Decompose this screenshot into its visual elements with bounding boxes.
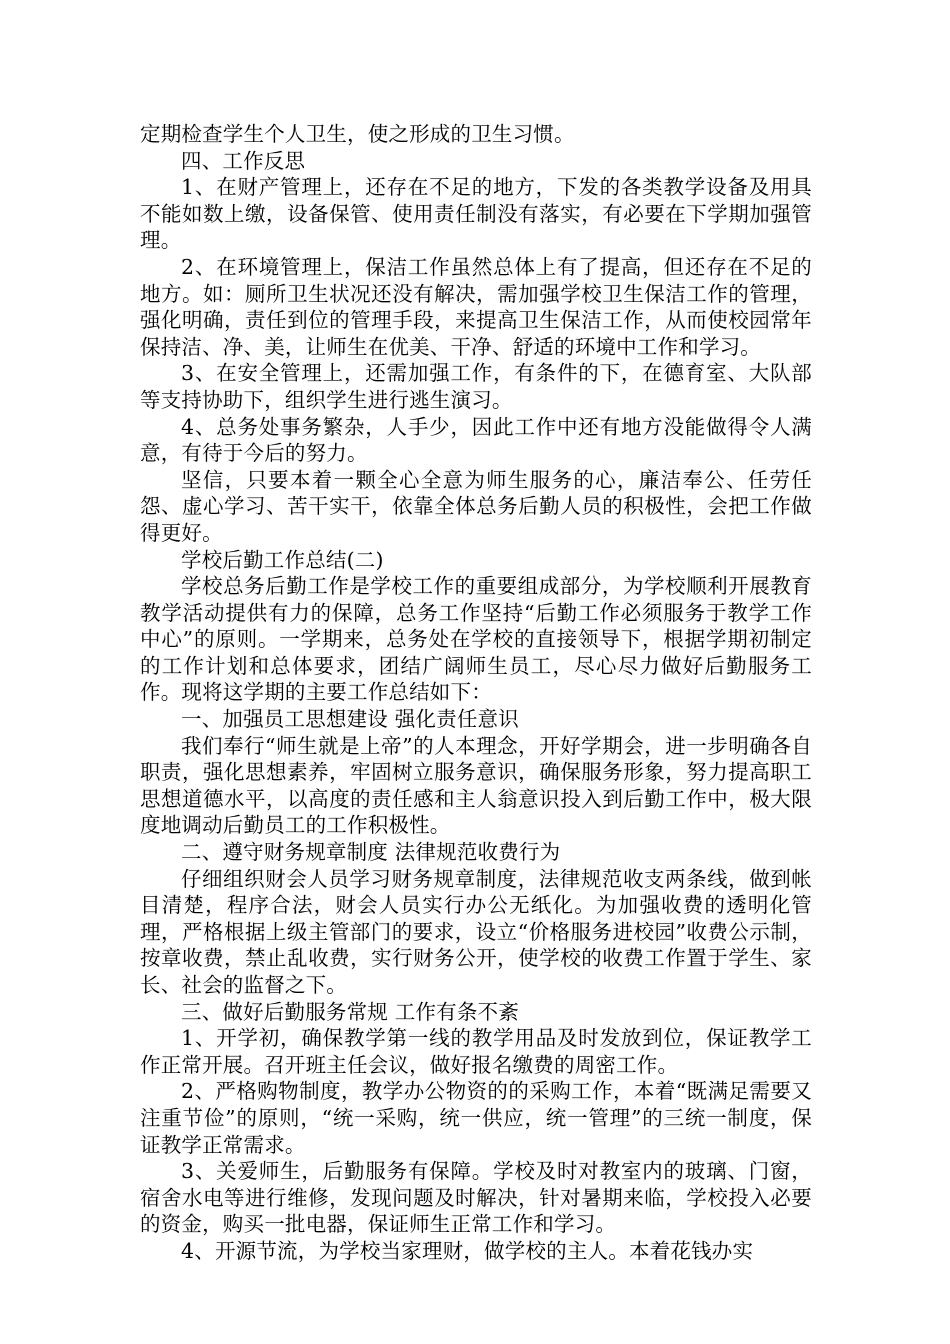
paragraph-introduction: 学校总务后勤工作是学校工作的重要组成部分，为学校顺利开展教育教学活动提供有力的保障，总务工作坚持“后勤工作必须服务于教学工作中心”的原则。一学期来，总务处在学校的直接领导下，根据学期初制定的工作计划和总体要求，团结广阔师生员工，尽心尽力做好后勤服务工作。现将这学期的主要工作总结如下：	[140, 574, 812, 705]
paragraph-service-4: 4、开源节流，为学校当家理财，做学校的主人。本着花钱办实	[181, 1238, 754, 1263]
heading-work-reflection: 四、工作反思	[181, 148, 306, 173]
paragraph-reflection-4: 4、总务处事务繁杂，人手少，因此工作中还有地方没能做得令人满意，有待于今后的努力。	[140, 414, 812, 466]
paragraph-service-3: 3、关爱师生，后勤服务有保障。学校及时对教室内的玻璃、门窗，宿舍水电等进行维修，发现问题及时解决，针对暑期来临，学校投入必要的资金，购买一批电器，保证师生正常工作和学习。	[140, 1159, 812, 1237]
paragraph-service-1: 1、开学初，确保教学第一线的教学用品及时发放到位，保证教学工作正常开展。召开班主任会议，做好报名缴费的周密工作。	[140, 1026, 812, 1077]
paragraph-continuation: 定期检查学生个人卫生，使之形成的卫生习惯。	[140, 122, 575, 146]
paragraph-service-2: 2、严格购物制度，教学办公物资的的采购工作，本着“既满足需要又注重节俭”的原则，“统一采购，统一供应，统一管理”的三统一制度，保证教学正常需求。	[140, 1079, 812, 1157]
paragraph-reflection-1: 1、在财产管理上，还存在不足的地方，下发的各类教学设备及用具不能如数上缴，设备保管、使用责任制没有落实，有必要在下学期加强管理。	[140, 175, 812, 253]
paragraph-reflection-2: 2、在环境管理上，保洁工作虽然总体上有了提高，但还存在不足的地方。如：厕所卫生状况还没有解决，需加强学校卫生保洁工作的管理，强化明确，责任到位的管理手段，来提高卫生保洁工作，从而使校园常年保持洁、净、美，让师生在优美、干净、舒适的环境中工作和学习。	[140, 254, 812, 359]
section-title-part-two: 学校后勤工作总结(二)	[181, 547, 384, 572]
paragraph-staff-ideology: 我们奉行“师生就是上帝”的人本理念，开好学期会，进一步明确各自职责，强化思想素养，牢固树立服务意识，确保服务形象，努力提高职工思想道德水平，以高度的责任感和主人翁意识投入到后勤工作中，极大限度地调动后勤员工的工作积极性。	[140, 733, 812, 838]
heading-staff-ideology: 一、加强员工思想建设 强化责任意识	[181, 707, 519, 732]
heading-logistics-service: 三、做好后勤服务常规 工作有条不紊	[181, 999, 519, 1024]
heading-finance-rules: 二、遵守财务规章制度 法律规范收费行为	[181, 840, 561, 865]
paragraph-reflection-3: 3、在安全管理上，还需加强工作，有条件的下，在德育室、大队部等支持协助下，组织学生进行逃生演习。	[140, 361, 812, 412]
paragraph-finance-rules: 仔细组织财会人员学习财务规章制度，法律规范收支两条线，做到帐目清楚，程序合法，财会人员实行办公无纸化。为加强收费的透明化管理，严格根据上级主管部门的要求，设立“价格服务进校园”收费公示制，按章收费，禁止乱收费，实行财务公开，使学校的收费工作置于学生、家长、社会的监督之下。	[140, 866, 812, 997]
paragraph-conclusion: 坚信，只要本着一颗全心全意为师生服务的心，廉洁奉公、任劳任怨、虚心学习、苦干实干，依靠全体总务后勤人员的积极性，会把工作做得更好。	[140, 467, 812, 545]
document-body	[140, 121, 812, 1265]
